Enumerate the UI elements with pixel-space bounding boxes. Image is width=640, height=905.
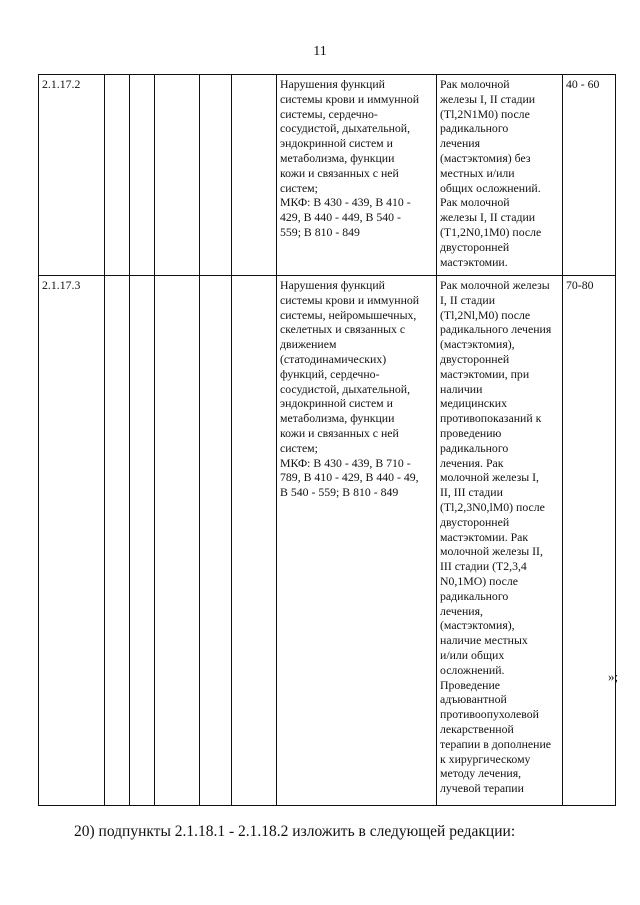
empty-cell [155,276,200,806]
empty-cell [105,276,130,806]
empty-cell [232,75,277,276]
empty-cell [232,276,277,806]
page-number: 11 [313,44,327,59]
function-description: Нарушения функций системы крови и иммунной системы, нейромышечных, скелетных и связанных с движением (статодинамических) функций, сердечно- сосудистой, дыхательной, эндокринной систем и метаболизма, функции кожи и связанных с ней систем; МКФ: В 430 - 439, В 710 - 789, В 410 - 429, В 440 - 49, В 540 - 559; В 810 - 849 [277,276,437,806]
item-code: 2.1.17.3 [39,276,105,806]
clinical-condition: Рак молочной железы I, II стадии (Tl,2Nl,M0) после радикального лечения (мастэктомия), двусторонней мастэктомии, при наличии медицинских противопоказаний к проведению радикального лечения. Рак молочной железы I, II, III стадии (Tl,2,3N0,lM0) после двусторонней мастэктомии. Рак молочной железы II, III стадии (Т2,3,4 N0,1MO) после радикального лечения, (мастэктомия), наличие местных и/или общих осложнений. Проведение адъювантной противоопухолевой лекарственной терапии в дополнение к хирургическому методу лечения, лучевой терапии [437,276,563,806]
empty-cell [155,75,200,276]
clinical-condition: Рак молочной железы I, II стадии (Tl,2N1M0) после радикального лечения (мастэктомия) без местных и/или общих осложнений. Рак молочной железы I, II стадии (T1,2N0,1M0) после двусторонней мастэктомии. [437,75,563,276]
closing-quote-mark: »; [608,669,619,684]
function-description: Нарушения функций системы крови и иммунной системы, сердечно- сосудистой, дыхательной, эндокринной систем и метаболизма, функции кожи и связанных с ней систем; МКФ: В 430 - 439, В 410 - 429, В 440 - 449, В 540 - 559; В 810 - 849 [277,75,437,276]
percent-range: 70-80 [563,276,616,806]
amendment-paragraph: 20) подпункты 2.1.18.1 - 2.1.18.2 изложить в следующей редакции: [74,823,516,840]
percent-range: 40 - 60 [563,75,616,276]
item-code: 2.1.17.2 [39,75,105,276]
document-table [38,74,619,806]
empty-cell [105,75,130,276]
table-row [39,276,616,806]
empty-cell [200,75,232,276]
table-row [39,75,616,276]
empty-cell [200,276,232,806]
empty-cell [130,276,155,806]
empty-cell [130,75,155,276]
